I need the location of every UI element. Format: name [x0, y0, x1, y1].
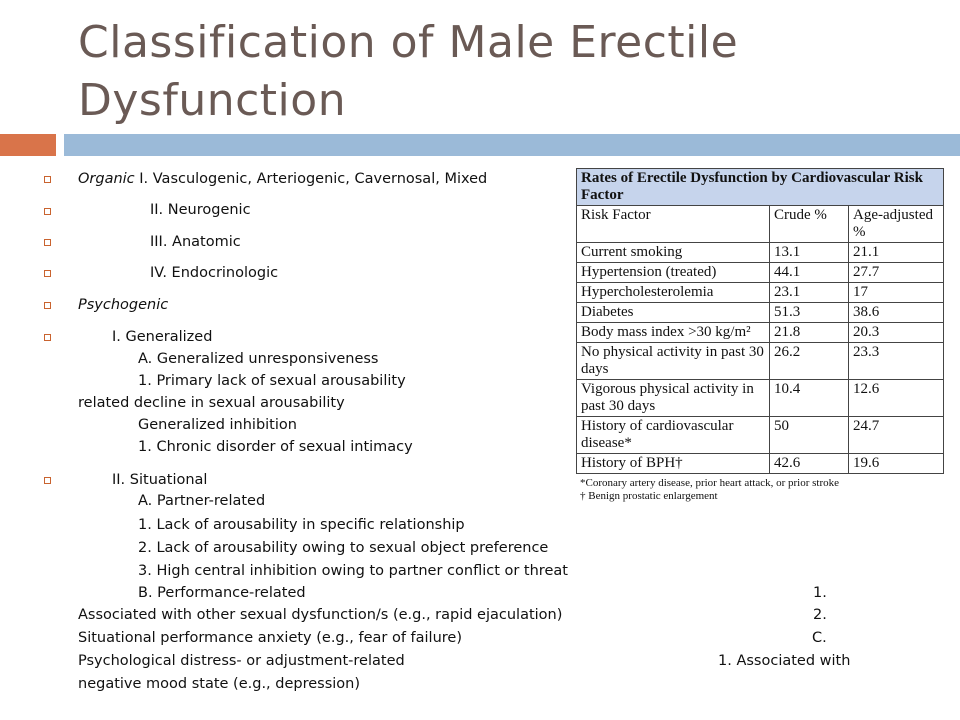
column-header: Risk Factor	[577, 206, 770, 243]
table-cell: 19.6	[849, 454, 944, 474]
table-cell: 10.4	[770, 380, 849, 417]
situational-a: A. Partner-related	[138, 493, 266, 509]
organic-i-text: I. Vasculogenic, Arteriogenic, Cavernosal, Mixed	[139, 171, 488, 187]
column-header: Crude %	[770, 206, 849, 243]
organic-item-ii: II. Neurogenic	[150, 202, 251, 218]
generalized-related: related decline in sexual arousability	[78, 395, 345, 411]
situational-a1: 1. Lack of arousability in specific relationship	[138, 517, 465, 533]
table-cell: 12.6	[849, 380, 944, 417]
footnote-cardiovascular: *Coronary artery disease, prior heart attack, or prior stroke	[580, 477, 840, 489]
table-row	[577, 454, 944, 474]
risk-factor-table-figure	[576, 168, 944, 520]
table-row	[577, 380, 944, 417]
situational-a2: 2. Lack of arousability owing to sexual object preference	[138, 540, 549, 556]
situational-b1: Associated with other sexual dysfunction/s (e.g., rapid ejaculation)	[78, 607, 563, 623]
situational-c1-cont: negative mood state (e.g., depression)	[78, 676, 361, 692]
table-cell: Body mass index >30 kg/m²	[577, 323, 770, 343]
table-row	[577, 243, 944, 263]
table-cell: 24.7	[849, 417, 944, 454]
bullet-icon	[44, 208, 51, 215]
situational-b2: Situational performance anxiety (e.g., fear of failure)	[78, 630, 462, 646]
generalized-heading: I. Generalized	[112, 329, 213, 345]
table-cell: 27.7	[849, 263, 944, 283]
organic-item-i	[78, 170, 487, 188]
bullet-icon	[44, 270, 51, 277]
table-cell: 42.6	[770, 454, 849, 474]
column-header: Age-adjusted %	[849, 206, 944, 243]
table-row	[577, 283, 944, 303]
table-cell: 26.2	[770, 343, 849, 380]
table-cell: 20.3	[849, 323, 944, 343]
organic-item-iii: III. Anatomic	[150, 234, 241, 250]
table-row	[577, 303, 944, 323]
bullet-icon	[44, 239, 51, 246]
table-title: Rates of Erectile Dysfunction by Cardiovascular Risk Factor	[577, 169, 944, 206]
psychogenic-label: Psychogenic	[78, 297, 169, 313]
accent-bar-blue	[64, 134, 960, 156]
situational-heading: II. Situational	[112, 472, 208, 488]
organic-label: Organic	[78, 171, 135, 187]
situational-c: Psychological distress- or adjustment-related	[78, 653, 405, 669]
table-row	[577, 417, 944, 454]
table-cell: 38.6	[849, 303, 944, 323]
table-cell: 17	[849, 283, 944, 303]
table-cell: Vigorous physical activity in past 30 days	[577, 380, 770, 417]
bullet-icon	[44, 334, 51, 341]
generalized-a: A. Generalized unresponsiveness	[138, 351, 379, 367]
table-cell: Current smoking	[577, 243, 770, 263]
table-row	[577, 263, 944, 283]
table-cell: 21.8	[770, 323, 849, 343]
table-cell: 13.1	[770, 243, 849, 263]
bullet-icon	[44, 477, 51, 484]
table-header-row	[577, 206, 944, 243]
situational-c1: 1. Associated with	[718, 653, 851, 669]
table-cell: No physical activity in past 30 days	[577, 343, 770, 380]
table-row	[577, 343, 944, 380]
numeral-c: C.	[812, 630, 827, 646]
situational-b: B. Performance-related	[138, 585, 306, 601]
table-row	[577, 323, 944, 343]
footnote-bph: † Benign prostatic enlargement	[580, 490, 718, 502]
table-cell: 44.1	[770, 263, 849, 283]
table-footnotes	[576, 477, 944, 503]
generalized-a1: 1. Primary lack of sexual arousability	[138, 373, 406, 389]
table-cell: 23.3	[849, 343, 944, 380]
generalized-chronic: 1. Chronic disorder of sexual intimacy	[138, 439, 413, 455]
bullet-icon	[44, 176, 51, 183]
table-cell: Hypercholesterolemia	[577, 283, 770, 303]
accent-bar-orange	[0, 134, 56, 156]
table-cell: Hypertension (treated)	[577, 263, 770, 283]
table-cell: Diabetes	[577, 303, 770, 323]
table-cell: 21.1	[849, 243, 944, 263]
organic-item-iv: IV. Endocrinologic	[150, 265, 279, 281]
bullet-icon	[44, 302, 51, 309]
numeral-1: 1.	[813, 585, 827, 601]
risk-factor-table	[576, 168, 944, 474]
situational-a3: 3. High central inhibition owing to partner conflict or threat	[138, 563, 568, 579]
table-cell: History of cardiovascular disease*	[577, 417, 770, 454]
slide-title: Classification of Male Erectile Dysfunction	[78, 17, 739, 126]
table-cell: 23.1	[770, 283, 849, 303]
table-cell: History of BPH†	[577, 454, 770, 474]
table-cell: 51.3	[770, 303, 849, 323]
generalized-inhibition: Generalized inhibition	[138, 417, 297, 433]
numeral-2: 2.	[813, 607, 827, 623]
table-cell: 50	[770, 417, 849, 454]
